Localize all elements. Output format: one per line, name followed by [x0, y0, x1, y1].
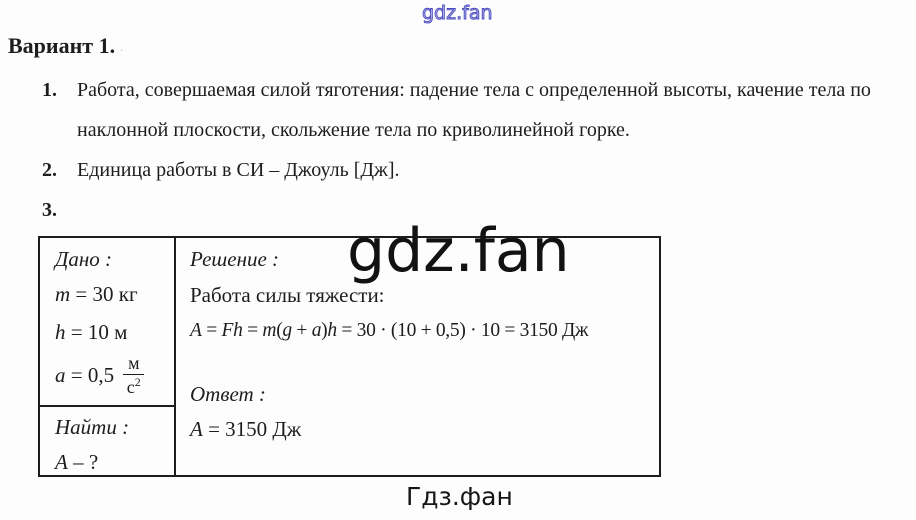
- list-item-number: 3.: [42, 199, 57, 221]
- solution-intro: Работа силы тяжести:: [190, 283, 385, 307]
- list-item: [42, 70, 904, 150]
- footer-site-name: Гдз.фан: [406, 482, 513, 511]
- numbered-list: [42, 70, 904, 230]
- find-cell: [40, 407, 174, 475]
- given-height: h = 10 м: [55, 320, 128, 344]
- answer-value: A = 3150 Дж: [190, 417, 302, 441]
- given-acceleration-value: a = 0,5: [55, 363, 115, 387]
- fraction-denominator: $с^2$: [126, 375, 141, 397]
- fraction-numerator: м: [123, 354, 144, 375]
- list-item-text: Единица работы в СИ – Джоуль [Дж].: [77, 159, 400, 181]
- given-cell: [40, 238, 174, 407]
- work-formula: A = Fh = m(g + a)h = 30 · (10 + 0,5) · 10 = 3150 Дж: [190, 320, 589, 341]
- watermark-center: gdz.fan: [347, 216, 570, 286]
- list-item-number: 1.: [42, 79, 57, 101]
- given-mass: m = 30 кг: [55, 282, 138, 306]
- given-acceleration: [55, 353, 174, 397]
- solution-label: Решение :: [190, 247, 280, 271]
- list-item: [42, 150, 904, 190]
- table-left-column: [40, 238, 176, 475]
- units-fraction: [123, 354, 144, 396]
- answer-label: Ответ :: [190, 382, 266, 406]
- page-title-text: Вариант 1.: [8, 33, 116, 58]
- list-item-number: 2.: [42, 159, 57, 181]
- watermark-top: gdz.fan: [422, 2, 493, 24]
- find-label: Найти :: [55, 415, 130, 439]
- page-title: [8, 33, 123, 59]
- scan-artifact-dot: .: [120, 40, 124, 54]
- find-value: A – ?: [55, 450, 99, 474]
- given-label: Дано :: [55, 247, 113, 271]
- list-item-text: Работа, совершаемая силой тяготения: падение тела с определенной высоты, качение тела по наклонной плоскости, скольжение тела по криволинейной горке.: [77, 79, 871, 141]
